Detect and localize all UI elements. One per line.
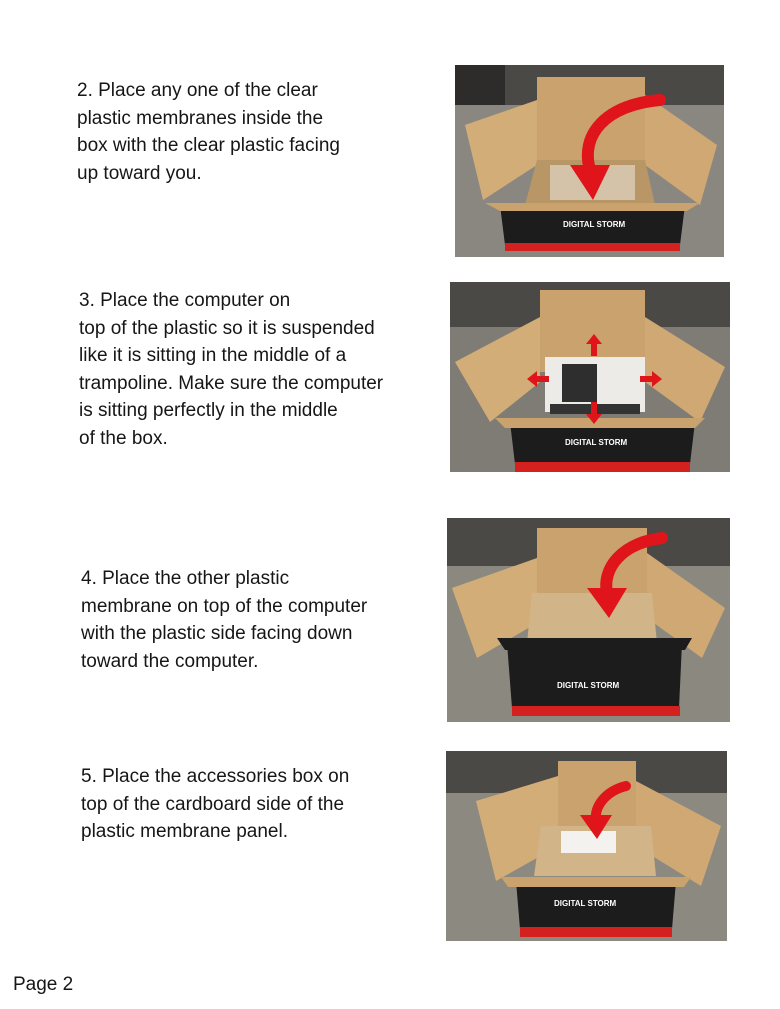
page-number: Page 2 (13, 974, 74, 995)
step-5-brand: DIGITAL STORM (554, 899, 617, 908)
step-2-text: 2. Place any one of the clear plastic membranes inside the box with the clear plastic facing up toward you. (77, 80, 340, 184)
step-4-photo (447, 518, 730, 722)
step-2-brand: DIGITAL STORM (563, 220, 626, 229)
step-4-text: 4. Place the other plastic membrane on top of the computer with the plastic side facing down toward the computer. (81, 568, 368, 672)
step-5-text: 5. Place the accessories box on top of the cardboard side of the plastic membrane panel. (81, 766, 350, 842)
step-3-photo (450, 282, 730, 472)
step-2-photo (455, 65, 724, 257)
step-4-brand: DIGITAL STORM (557, 681, 620, 690)
step-3-brand: DIGITAL STORM (565, 438, 628, 447)
step-5-photo (446, 751, 727, 941)
step-3-text: 3. Place the computer on top of the plastic so it is suspended like it is sitting in the middle of a trampoline. Make sure the computer is sitting perfectly in the middle of the box. (79, 290, 384, 449)
